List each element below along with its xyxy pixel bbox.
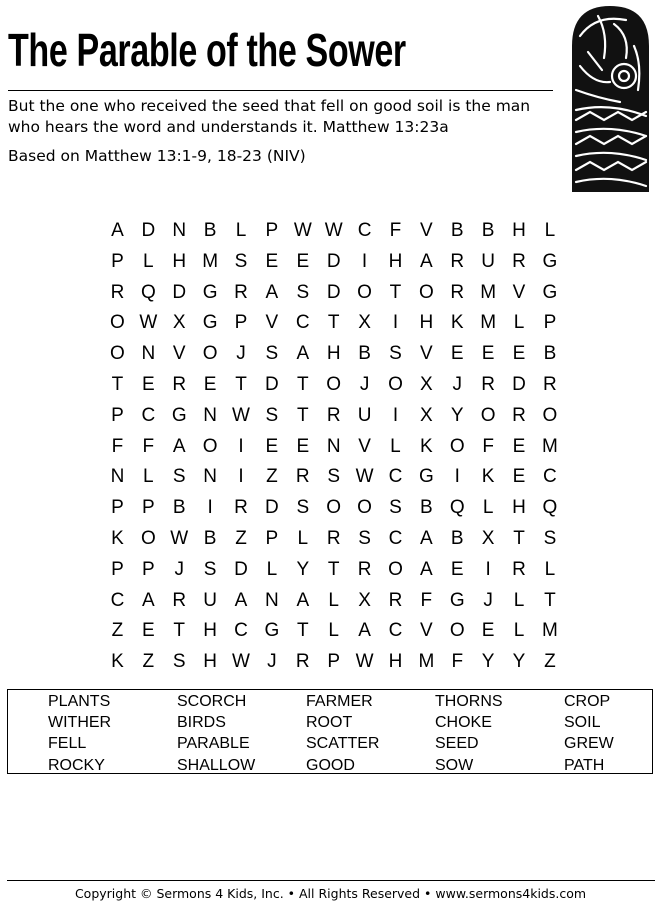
word-list-item: THORNS: [435, 693, 503, 710]
grid-letter: M: [202, 250, 219, 272]
grid-letter: I: [454, 466, 460, 488]
grid-letter: S: [389, 343, 402, 365]
grid-letter: O: [449, 620, 465, 642]
grid-letter: R: [172, 589, 187, 611]
grid-letter: M: [542, 620, 558, 642]
grid-letter: A: [296, 343, 310, 365]
word-list-item: PLANTS: [48, 693, 111, 710]
word-list-item: FELL: [48, 735, 87, 753]
grid-letter: E: [450, 343, 464, 365]
grid-letter: W: [355, 466, 374, 488]
grid-letter: U: [203, 589, 217, 611]
grid-letter: R: [110, 281, 125, 303]
grid-letter: C: [388, 466, 403, 488]
grid-letter: O: [110, 343, 125, 365]
grid-letter: Z: [235, 527, 247, 549]
grid-letter: R: [234, 497, 248, 519]
grid-letter: T: [327, 312, 340, 334]
grid-letter: S: [296, 497, 310, 519]
grid-letter: L: [266, 558, 278, 580]
grid-letter: Y: [450, 404, 464, 426]
grid-letter: I: [361, 250, 368, 272]
grid-letter: D: [141, 220, 156, 241]
grid-letter: T: [544, 589, 556, 611]
grid-letter: C: [295, 312, 310, 334]
scripture-reference: Based on Matthew 13:1-9, 18-23 (NIV): [8, 147, 306, 165]
grid-letter: O: [449, 435, 465, 457]
grid-letter: Y: [296, 558, 310, 580]
grid-letter: Z: [111, 620, 124, 642]
grid-letter: R: [326, 404, 341, 426]
grid-letter: X: [420, 373, 433, 395]
grid-letter: V: [265, 312, 279, 334]
grid-letter: C: [110, 589, 125, 611]
grid-letter: F: [142, 435, 155, 457]
grid-letter: B: [203, 527, 217, 549]
grid-letter: B: [420, 497, 433, 519]
grid-letter: K: [111, 651, 124, 673]
grid-letter: E: [481, 343, 495, 365]
grid-letter: P: [141, 558, 155, 580]
grid-letter: S: [296, 281, 310, 303]
grid-letter: G: [264, 620, 280, 642]
grid-letter: J: [452, 373, 462, 395]
grid-letter: E: [512, 466, 526, 488]
grid-letter: H: [388, 250, 403, 272]
grid-letter: A: [265, 281, 279, 303]
grid-letter: H: [419, 312, 434, 334]
grid-letter: O: [110, 312, 125, 334]
grid-letter: B: [172, 497, 186, 519]
grid-letter: V: [420, 220, 433, 241]
grid-letter: E: [141, 373, 155, 395]
grid-letter: H: [512, 220, 526, 241]
grid-letter: W: [139, 312, 158, 334]
grid-letter: I: [238, 466, 244, 488]
grid-letter: B: [450, 220, 464, 241]
word-list-box: [7, 689, 653, 774]
grid-letter: I: [485, 558, 491, 580]
grid-letter: X: [172, 312, 186, 334]
grid-letter: M: [480, 281, 497, 303]
grid-letter: N: [265, 589, 279, 611]
grid-letter: O: [542, 404, 558, 426]
grid-letter: P: [141, 497, 155, 519]
grid-letter: P: [265, 220, 279, 241]
grid-letter: A: [358, 620, 371, 642]
word-list-item: SCATTER: [306, 735, 380, 753]
grid-letter: S: [543, 527, 557, 549]
word-list-item: GOOD: [306, 756, 355, 774]
grid-letter: Z: [266, 466, 278, 488]
grid-letter: W: [232, 651, 250, 673]
word-list-item: SCORCH: [177, 693, 247, 710]
grid-letter: J: [267, 651, 277, 673]
grid-letter: Q: [449, 497, 465, 519]
grid-letter: W: [324, 220, 343, 241]
grid-letter: N: [203, 466, 217, 488]
grid-letter: P: [327, 651, 341, 673]
grid-letter: X: [481, 527, 495, 549]
grid-letter: S: [265, 404, 279, 426]
grid-letter: G: [418, 466, 434, 488]
grid-letter: Z: [544, 651, 556, 673]
grid-letter: H: [388, 651, 403, 673]
grid-letter: R: [512, 404, 526, 426]
grid-letter: K: [111, 527, 124, 549]
grid-letter: X: [420, 404, 433, 426]
grid-letter: L: [544, 558, 556, 580]
grid-letter: P: [111, 558, 124, 580]
grid-letter: L: [143, 466, 154, 488]
grid-letter: K: [450, 312, 464, 334]
grid-letter: D: [234, 558, 248, 580]
word-list-item: PATH: [564, 756, 605, 774]
word-list-item: SOW: [435, 756, 474, 774]
grid-letter: I: [207, 497, 213, 519]
grid-letter: O: [202, 343, 218, 365]
grid-letter: D: [265, 497, 279, 519]
word-list: [48, 691, 661, 776]
grid-letter: R: [295, 651, 310, 673]
grid-letter: S: [265, 343, 279, 365]
grid-letter: N: [141, 343, 156, 365]
word-list-item: SOIL: [564, 714, 601, 732]
grid-letter: T: [296, 620, 309, 642]
grid-letter: R: [295, 466, 310, 488]
grid-letter: L: [328, 620, 339, 642]
grid-letter: V: [512, 281, 526, 303]
grid-letter: J: [236, 343, 246, 365]
grid-letter: V: [172, 343, 186, 365]
grid-letter: Y: [481, 651, 495, 673]
grid-letter: X: [358, 589, 371, 611]
grid-letter: A: [296, 589, 310, 611]
grid-letter: S: [327, 466, 341, 488]
grid-letter: O: [357, 281, 372, 303]
grid-letter: A: [234, 589, 248, 611]
grid-letter: O: [388, 373, 403, 395]
footer-divider: [7, 880, 655, 881]
grid-letter: M: [418, 651, 435, 673]
grid-letter: P: [111, 497, 124, 519]
grid-letter: F: [111, 435, 124, 457]
word-list-item: ROCKY: [48, 756, 105, 774]
grid-letter: T: [296, 373, 309, 395]
grid-letter: E: [265, 435, 279, 457]
grid-letter: E: [265, 250, 279, 272]
page-title: The Parable of the Sower: [8, 24, 406, 76]
grid-letter: C: [388, 527, 403, 549]
grid-letter: D: [265, 373, 279, 395]
grid-letter: V: [420, 620, 433, 642]
grid-letter: O: [357, 497, 372, 519]
grid-letter: H: [203, 620, 217, 642]
grid-letter: R: [388, 589, 403, 611]
grid-letter: O: [202, 435, 218, 457]
grid-letter: S: [172, 466, 186, 488]
grid-letter: O: [480, 404, 496, 426]
grid-letter: L: [297, 527, 309, 549]
grid-letter: B: [543, 343, 557, 365]
grid-letter: R: [326, 527, 341, 549]
grid-letter: S: [203, 558, 217, 580]
grid-letter: L: [513, 589, 525, 611]
grid-letter: R: [450, 281, 465, 303]
copyright-footer: Copyright © Sermons 4 Kids, Inc. • All Rights Reserved • www.sermons4kids.com: [74, 886, 587, 901]
grid-letter: L: [513, 620, 525, 642]
grid-letter: W: [355, 651, 374, 673]
grid-letter: L: [328, 589, 339, 611]
grid-letter: F: [482, 435, 494, 457]
grid-letter: W: [232, 404, 250, 426]
grid-letter: L: [544, 220, 556, 241]
grid-letter: R: [481, 373, 495, 395]
grid-letter: X: [358, 312, 371, 334]
grid-letter: N: [172, 220, 187, 241]
grid-letter: W: [170, 527, 189, 549]
word-list-item: WITHER: [48, 714, 112, 732]
grid-letter: I: [392, 404, 399, 426]
grid-letter: B: [481, 220, 495, 241]
grid-letter: C: [357, 220, 372, 241]
grid-letter: D: [326, 281, 341, 303]
word-list-item: BIRDS: [177, 714, 226, 732]
word-list-item: CHOKE: [435, 714, 492, 732]
grid-letter: A: [141, 589, 155, 611]
grid-letter: C: [388, 620, 403, 642]
grid-letter: T: [173, 620, 186, 642]
word-list-item: FARMER: [306, 693, 373, 710]
word-list-item: GREW: [564, 735, 614, 753]
grid-letter: T: [327, 558, 340, 580]
grid-letter: D: [326, 250, 341, 272]
grid-letter: B: [203, 220, 217, 241]
grid-letter: S: [389, 497, 402, 519]
grid-letter: W: [293, 220, 312, 241]
word-list-item: PARABLE: [177, 735, 250, 753]
grid-letter: T: [513, 527, 525, 549]
grid-letter: O: [326, 497, 342, 519]
grid-letter: E: [141, 620, 155, 642]
grid-letter: R: [450, 250, 465, 272]
grid-letter: G: [542, 281, 558, 303]
grid-letter: R: [234, 281, 248, 303]
grid-letter: H: [203, 651, 217, 673]
grid-letter: R: [357, 558, 372, 580]
grid-letter: R: [512, 250, 526, 272]
grid-letter: O: [326, 373, 342, 395]
grid-letter: K: [481, 466, 495, 488]
grid-letter: F: [451, 651, 464, 673]
grid-letter: M: [480, 312, 497, 334]
grid-letter: P: [543, 312, 557, 334]
grid-letter: H: [172, 250, 187, 272]
grid-letter: B: [358, 343, 371, 365]
grid-letter: A: [420, 250, 433, 272]
grid-letter: D: [512, 373, 526, 395]
grid-letter: Q: [140, 281, 156, 303]
grid-letter: C: [234, 620, 248, 642]
grid-letter: R: [512, 558, 526, 580]
grid-letter: B: [450, 527, 464, 549]
grid-letter: E: [512, 435, 526, 457]
grid-letter: T: [235, 373, 247, 395]
grid-letter: A: [420, 558, 433, 580]
grid-letter: O: [140, 527, 156, 549]
grid-letter: Y: [512, 651, 526, 673]
word-search-grid: [102, 216, 565, 678]
grid-letter: N: [203, 404, 217, 426]
grid-letter: M: [542, 435, 558, 457]
grid-letter: G: [171, 404, 187, 426]
grid-letter: J: [359, 373, 370, 395]
scripture-verse: But the one who received the seed that fell on good soil is the man who hears the word and understands it. Matthew 13:23a: [8, 97, 531, 136]
grid-letter: F: [389, 220, 402, 241]
grid-letter: T: [389, 281, 402, 303]
grid-letter: O: [388, 558, 403, 580]
grid-letter: K: [420, 435, 433, 457]
grid-letter: C: [141, 404, 156, 426]
grid-letter: R: [172, 373, 187, 395]
grid-letter: A: [111, 220, 124, 241]
grid-letter: J: [483, 589, 493, 611]
grid-letter: V: [420, 343, 433, 365]
grid-letter: V: [358, 435, 371, 457]
grid-letter: U: [357, 404, 372, 426]
grid-letter: L: [235, 220, 247, 241]
grid-letter: S: [358, 527, 371, 549]
word-list-item: ROOT: [306, 714, 353, 732]
grid-letter: E: [296, 435, 310, 457]
grid-letter: G: [449, 589, 465, 611]
grid-letter: T: [111, 373, 124, 395]
grid-letter: L: [513, 312, 525, 334]
grid-letter: H: [512, 497, 526, 519]
grid-letter: I: [392, 312, 399, 334]
word-list-item: CROP: [564, 693, 611, 710]
grid-letter: I: [238, 435, 244, 457]
grid-letter: S: [172, 651, 186, 673]
grid-letter: O: [418, 281, 434, 303]
grid-letter: U: [481, 250, 495, 272]
grid-letter: L: [390, 435, 401, 457]
grid-letter: Z: [142, 651, 155, 673]
grid-letter: L: [482, 497, 494, 519]
grid-letter: E: [481, 620, 495, 642]
grid-letter: G: [202, 281, 218, 303]
sower-illustration: [568, 6, 653, 192]
grid-letter: R: [543, 373, 557, 395]
grid-letter: P: [111, 250, 124, 272]
word-list-item: SHALLOW: [177, 756, 256, 774]
grid-letter: E: [512, 343, 526, 365]
grid-letter: P: [265, 527, 279, 549]
grid-letter: P: [234, 312, 248, 334]
grid-letter: S: [234, 250, 248, 272]
grid-letter: P: [111, 404, 124, 426]
grid-letter: H: [326, 343, 341, 365]
grid-letter: E: [450, 558, 464, 580]
word-list-item: SEED: [435, 735, 479, 753]
grid-letter: J: [174, 558, 184, 580]
grid-letter: N: [110, 466, 125, 488]
title-divider: [8, 90, 553, 91]
grid-letter: N: [326, 435, 341, 457]
grid-letter: G: [202, 312, 218, 334]
grid-letter: D: [172, 281, 187, 303]
grid-letter: L: [143, 250, 154, 272]
grid-letter: A: [172, 435, 186, 457]
grid-letter: T: [296, 404, 309, 426]
grid-letter: C: [543, 466, 557, 488]
grid-letter: E: [203, 373, 217, 395]
grid-letter: G: [542, 250, 558, 272]
grid-letter: Q: [542, 497, 558, 519]
grid-letter: A: [420, 527, 433, 549]
grid-letter: E: [296, 250, 310, 272]
grid-letter: F: [420, 589, 433, 611]
